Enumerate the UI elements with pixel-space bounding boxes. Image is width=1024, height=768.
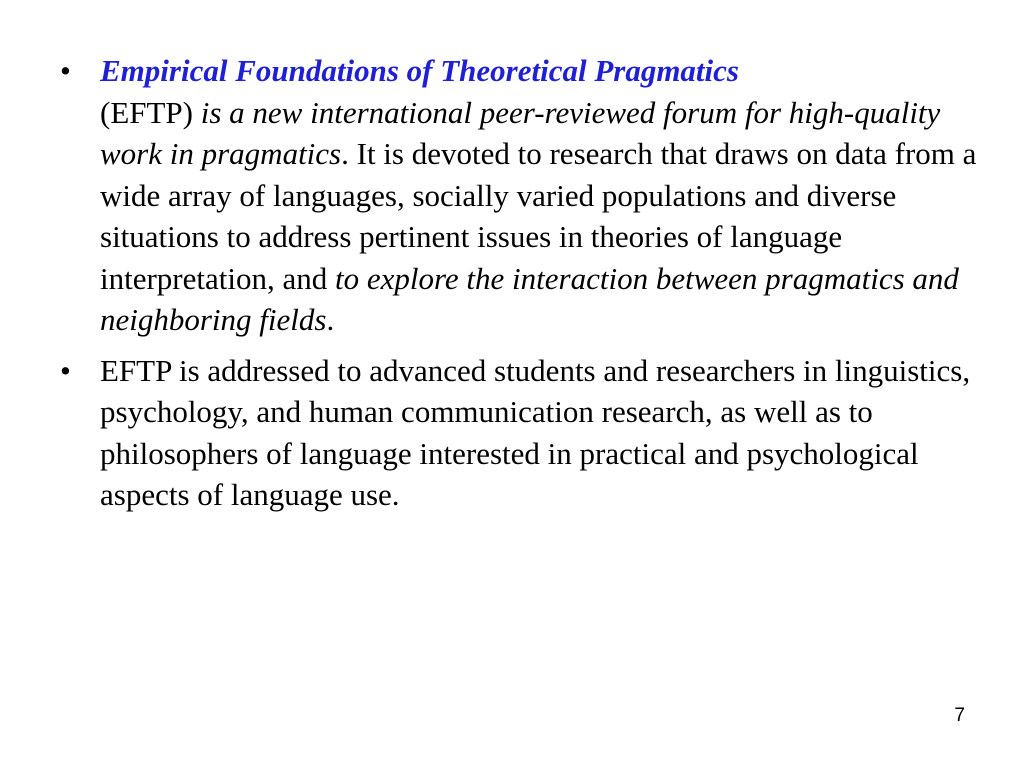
page-number: 7 xyxy=(954,705,965,726)
bullet-list xyxy=(58,50,978,516)
research-description: . It is devoted to research that draws on data from a wide array of languages, socially varied populations and diverse situations to address pertinent issues in theories of language interpretation, and xyxy=(100,136,977,296)
bullet-item-eftp-description xyxy=(58,50,978,341)
bullet-dot-icon: • xyxy=(60,352,71,388)
bullet-item-audience xyxy=(58,350,978,516)
bullet-dot-icon: • xyxy=(60,53,71,88)
eftp-abbreviation: (EFTP) xyxy=(100,94,201,130)
closing-period: . xyxy=(326,302,335,337)
journal-title: Empirical Foundations of Theoretical Pragmatics xyxy=(100,53,739,88)
forum-description: is a new international peer-reviewed forum for high-quality work in pragmatics xyxy=(100,94,941,171)
interaction-description: to explore the interaction between pragmatics and neighboring fields xyxy=(100,260,959,337)
audience-description: EFTP is addressed to advanced students and researchers in linguistics, psychology, and human communication research, as well as to philosophers of language interested in practical and psychological aspects of language use. xyxy=(100,352,971,512)
